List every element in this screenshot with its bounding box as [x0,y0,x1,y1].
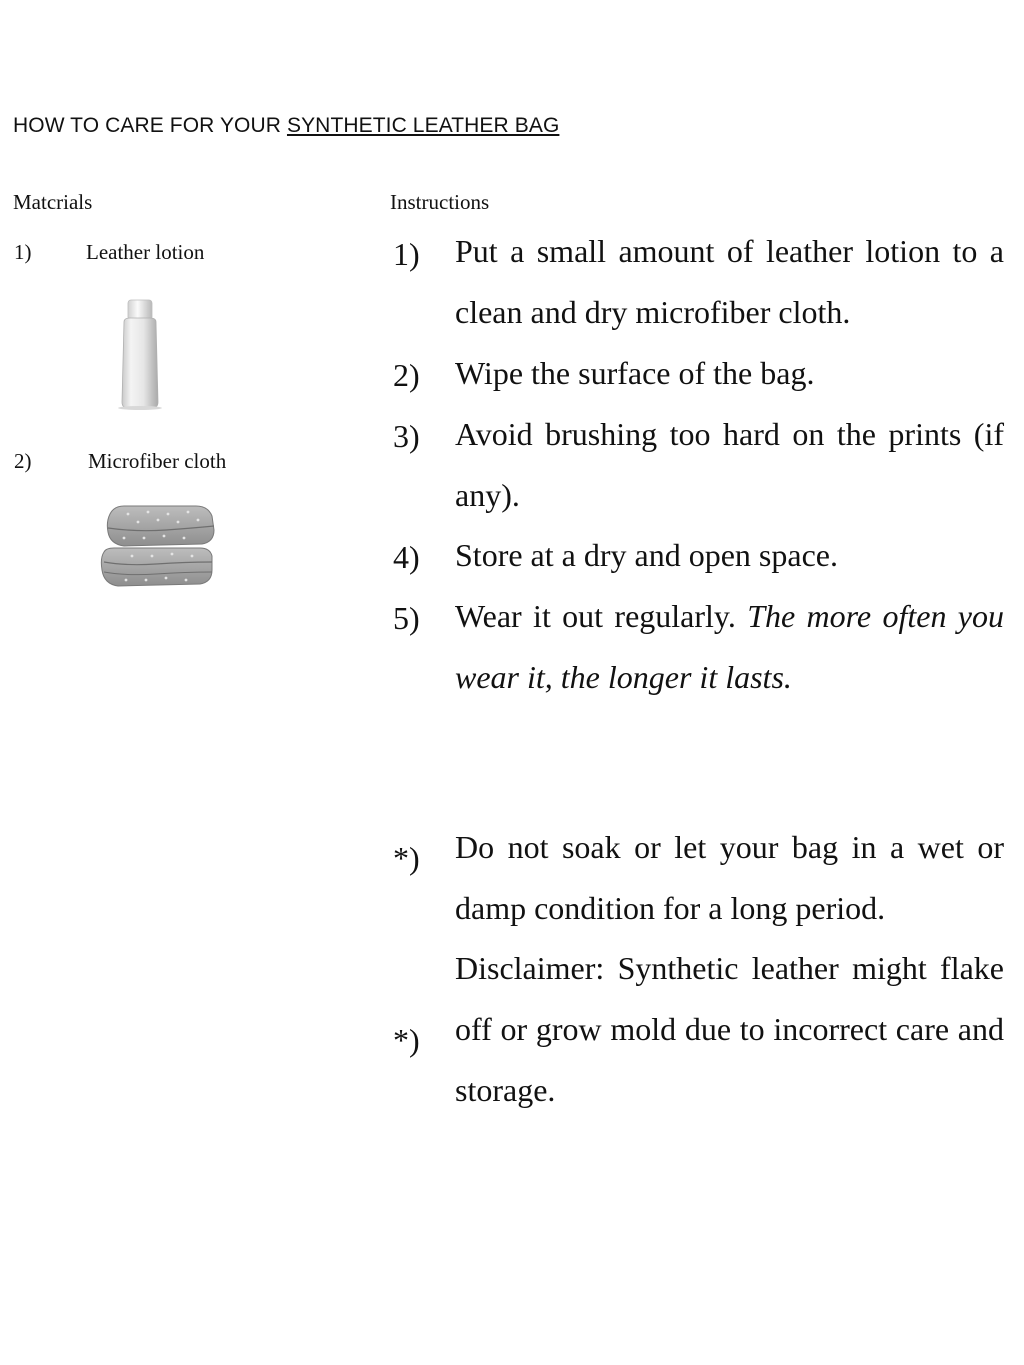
note-text: Do not soak or let your bag in a wet or damp condition for a long period. [455,829,1004,926]
instructions-heading: Instructions [390,190,490,214]
title-underlined: SYNTHETIC LEATHER BAG [286,114,560,137]
step-text-italic: The more often you wear it, the longer it lasts. [455,598,1005,695]
step-number: 1) [393,236,420,272]
step-text: Wipe the surface of the bag. [455,355,815,391]
material-label: Leather lotion [86,240,205,264]
material-number: 2) [14,449,32,473]
folded-cloth-icon [96,500,218,592]
step-text: Store at a dry and open space. [455,537,838,573]
step-text [455,586,1004,708]
material-number: 1) [14,240,32,264]
note-marker: *) [393,840,420,876]
step-text: Avoid brushing too hard on the prints (if any). [455,416,1004,513]
step-number: 2) [393,357,420,393]
material-item-lotion [14,240,314,270]
step-number: 5) [393,600,420,636]
step-text-plain: Wear it out regularly. [455,598,748,634]
note-marker: *) [393,1022,420,1058]
note-text: Disclaimer: Synthetic leather might flake off or grow mold due to incorrect care and storage. [455,950,1004,1108]
step-number: 3) [393,418,420,454]
step-number: 4) [393,539,420,575]
materials-heading: Matcrials [13,190,93,214]
lotion-bottle-icon [112,298,168,410]
page-title [13,114,559,138]
material-item-cloth [14,449,314,479]
material-label: Microfiber cloth [88,449,227,473]
step-text: Put a small amount of leather lotion to a clean and dry microfiber cloth. [455,233,1004,330]
title-prefix: HOW TO CARE FOR YOUR [13,114,287,137]
